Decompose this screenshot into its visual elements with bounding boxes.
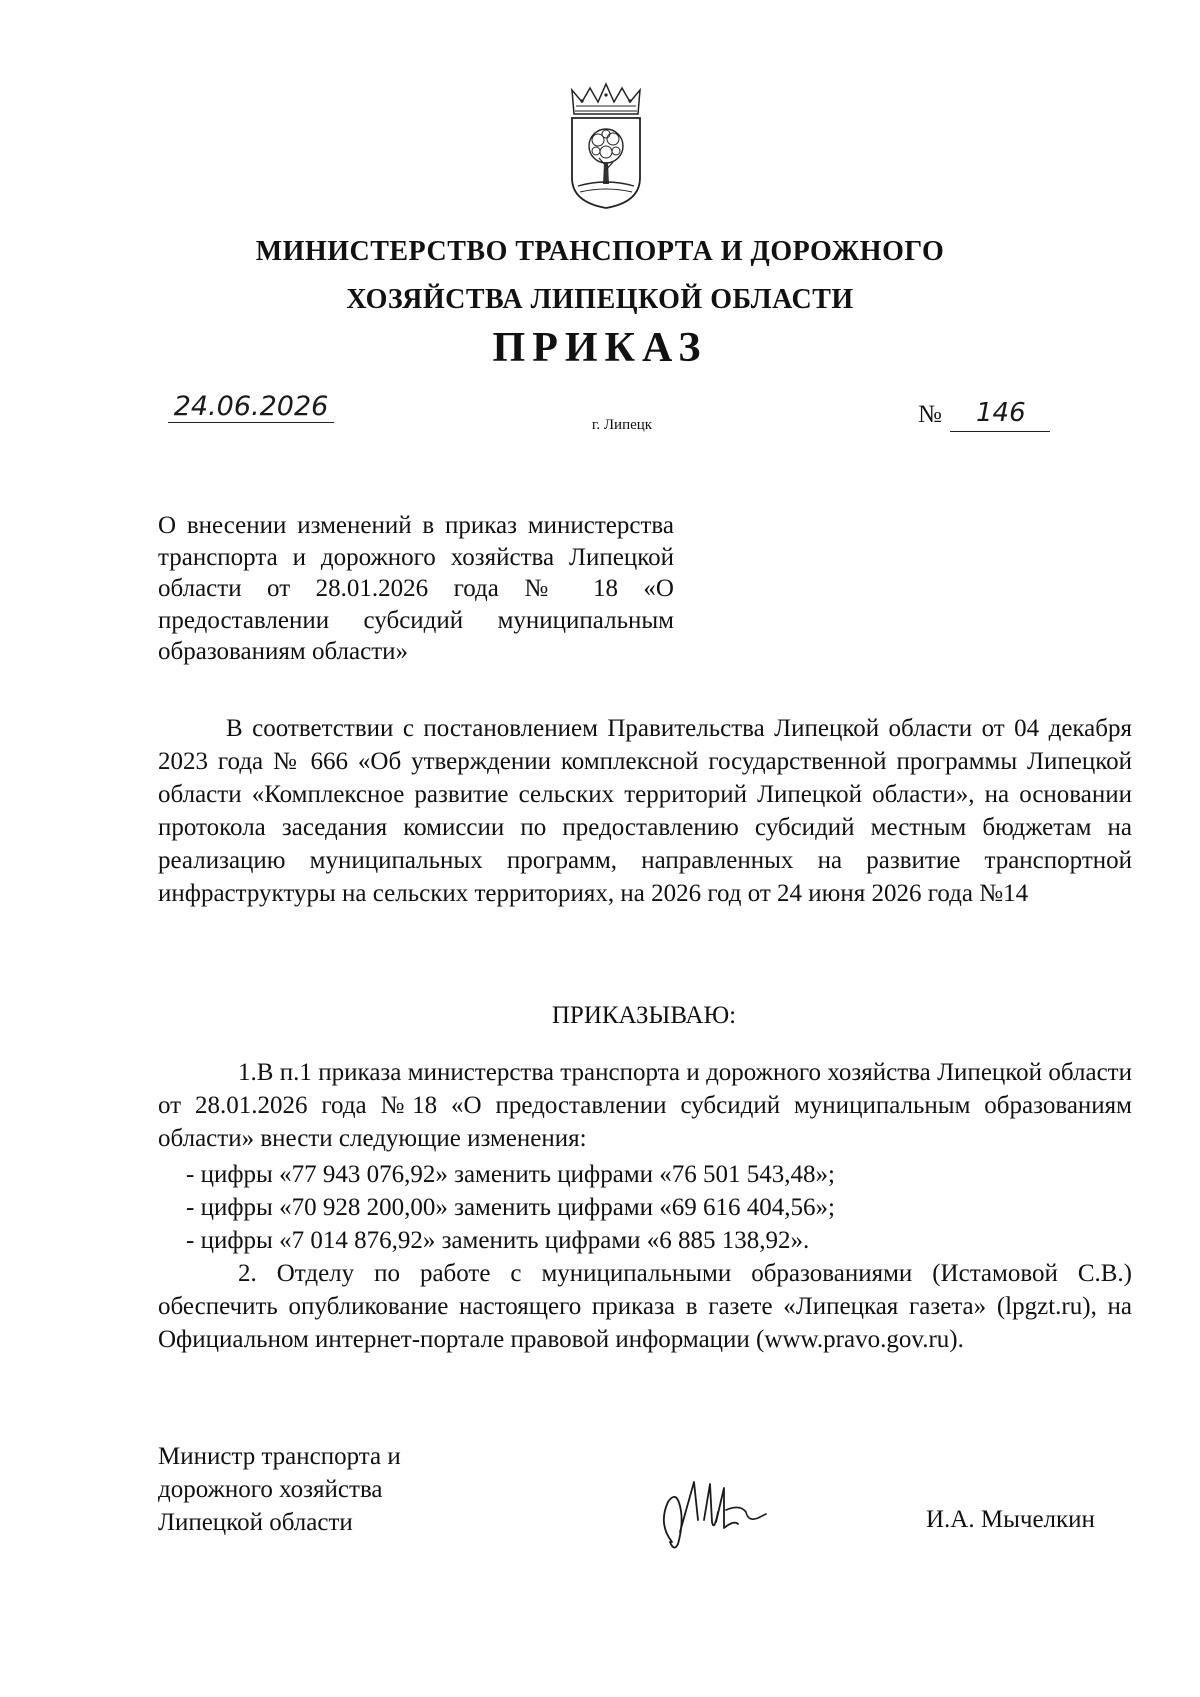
point-1-paragraph: 1.В п.1 приказа министерства транспорта и дорожного хозяйства Липецкой области от 28.01.2026 года №18 «О предоставлении субсидий муниципальным образованиям области» внести следующие изменения: bbox=[158, 1059, 1132, 1152]
signatory-title-line: Липецкой области bbox=[158, 1509, 353, 1536]
change-item: - цифры «70 928 200,00» заменить цифрами «69 616 404,56»; bbox=[186, 1194, 835, 1221]
change-item: - цифры «7 014 876,92» заменить цифрами «6 885 138,92». bbox=[186, 1227, 810, 1254]
point-2-paragraph: 2. Отделу по работе с муниципальными образованиями (Истамовой С.В.) обеспечить опубликование настоящего приказа в газете «Липецкая газета» (lpgzt.ru), на Официальном интернет-портале правовой информации (www.pravo.gov.ru). bbox=[158, 1260, 1132, 1353]
signatory-title-line: дорожного хозяйства bbox=[158, 1476, 383, 1503]
order-date: 24.06.2026 bbox=[168, 392, 334, 423]
signatory-title-line: Министр транспорта и bbox=[158, 1443, 401, 1470]
order-number: 146 bbox=[950, 398, 1050, 432]
number-label: № bbox=[918, 401, 942, 428]
handwritten-signature-icon bbox=[654, 1472, 778, 1554]
order-subject: О внесении изменений в приказ министерства транспорта и дорожного хозяйства Липецкой области от 28.01.2026 года № 18 «О предоставлении субсидий муниципальным образованиям области» bbox=[158, 512, 674, 665]
changes-list bbox=[186, 1158, 835, 1257]
document-type-title: ПРИКАЗ bbox=[492, 325, 708, 371]
signatory-name: И.А. Мычелкин bbox=[926, 1506, 1095, 1533]
ministry-name-line-1: МИНИСТЕРСТВО ТРАНСПОРТА И ДОРОЖНОГО bbox=[255, 236, 945, 267]
change-item: - цифры «77 943 076,92» заменить цифрами «76 501 543,48»; bbox=[186, 1161, 835, 1188]
order-directive-word: ПРИКАЗЫВАЮ: bbox=[551, 1002, 737, 1029]
signatory-title bbox=[158, 1440, 401, 1539]
ministry-name-line-2: ХОЗЯЙСТВА ЛИПЕЦКОЙ ОБЛАСТИ bbox=[346, 284, 854, 315]
lipetsk-coat-of-arms-icon bbox=[566, 82, 646, 210]
city-name: г. Липецк bbox=[591, 417, 653, 433]
preamble-paragraph: В соответствии с постановлением Правительства Липецкой области от 04 декабря 2023 года № 666 «Об утверждении комплексной государственной программы Липецкой области «Комплексное развитие сельских территорий Липецкой области», на основании протокола заседания комиссии по предоставлению субсидий местным бюджетам на реализацию муниципальных программ, направленных на развитие транспортной инфраструктуры на сельских территориях, на 2026 год от 24 июня 2026 года №14 bbox=[158, 715, 1132, 907]
